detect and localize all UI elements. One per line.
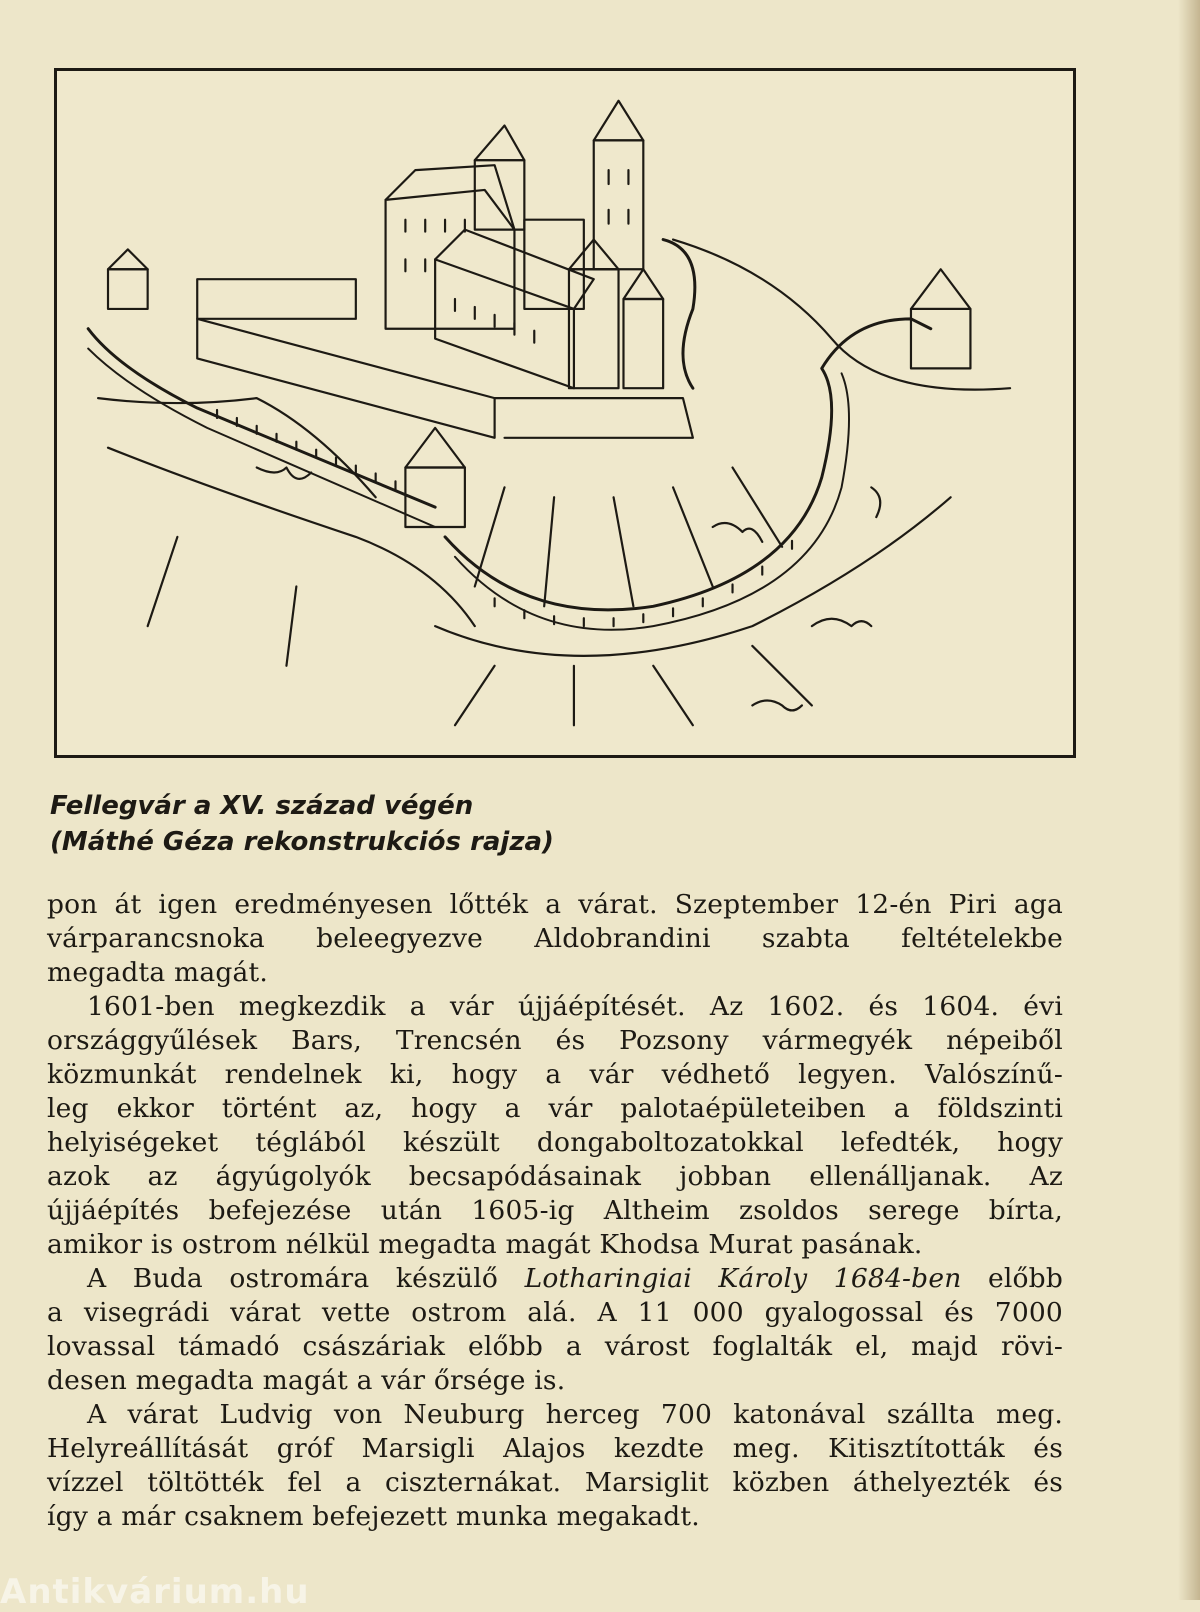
text-line: A várat Ludvig von Neuburg herceg 700 katonával szállta meg. xyxy=(87,1399,1063,1430)
watermark: Antikvárium.hu xyxy=(0,1572,310,1612)
text-line: leg ekkor történt az, hogy a vár palotaépületeiben a földszinti xyxy=(47,1093,1063,1124)
caption-title: Fellegvár a XV. század végén xyxy=(50,791,474,821)
castle-illustration xyxy=(54,68,1076,758)
text-segment: A Buda ostromára készülő xyxy=(87,1263,525,1294)
text-line xyxy=(47,1262,1063,1296)
text-segment: előbb xyxy=(961,1263,1063,1294)
text-line: lovassal támadó császáriak előbb a várost foglalták el, majd rövi- xyxy=(47,1331,1063,1362)
text-line: vízzel töltötték fel a ciszternákat. Marsiglit közben áthelyezték és xyxy=(47,1467,1063,1498)
text-line: desen megadta magát a vár őrsége is. xyxy=(47,1365,566,1396)
text-line: azok az ágyúgolyók becsapódásainak jobban ellenálljanak. Az xyxy=(47,1161,1063,1192)
page-edge-shadow xyxy=(1178,0,1200,1600)
text-line: 1601-ben megkezdik a vár újjáépítését. Az 1602. és 1604. évi xyxy=(87,991,1063,1022)
text-line: helyiségeket téglából készült dongaboltozatokkal lefedték, hogy xyxy=(47,1127,1063,1158)
text-line: újjáépítés befejezése után 1605-ig Altheim zsoldos serege bírta, xyxy=(47,1195,1063,1226)
text-line: így a már csaknem befejezett munka megakadt. xyxy=(47,1501,700,1532)
text-line: megadta magát. xyxy=(47,957,268,988)
text-line: várparancsnoka beleegyezve Aldobrandini szabta feltételekbe xyxy=(47,923,1063,954)
text-line: közmunkát rendelnek ki, hogy a vár védhető legyen. Valószínű- xyxy=(47,1059,1063,1090)
body-text xyxy=(47,888,1063,1534)
caption-credit: (Máthé Géza rekonstrukciós rajza) xyxy=(50,827,554,857)
text-line: pon át igen eredményesen lőtték a várat. Szeptember 12-én Piri aga xyxy=(47,889,1063,920)
text-line: a visegrádi várat vette ostrom alá. A 11 000 gyalogossal és 7000 xyxy=(47,1297,1063,1328)
text-line: amikor is ostrom nélkül megadta magát Khodsa Murat pasának. xyxy=(47,1229,923,1260)
text-line: Helyreállítását gróf Marsigli Alajos kezdte meg. Kitisztították és xyxy=(47,1433,1063,1464)
figure-caption xyxy=(50,788,950,860)
text-segment-italic: Lotharingiai Károly 1684-ben xyxy=(524,1263,962,1294)
castle-drawing xyxy=(57,71,1073,755)
text-line: országgyűlések Bars, Trencsén és Pozsony vármegyék népeiből xyxy=(47,1025,1063,1056)
